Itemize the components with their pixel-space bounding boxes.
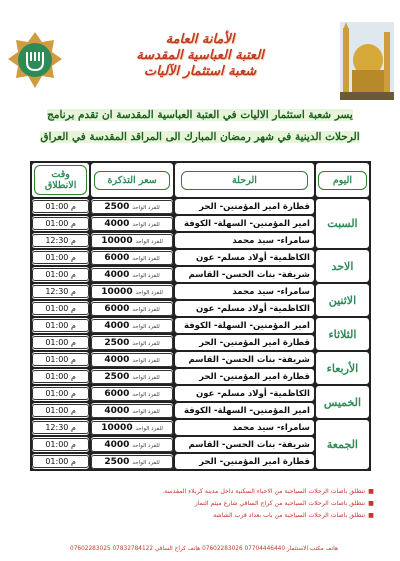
time-cell: 12:30 م bbox=[32, 420, 89, 435]
price-unit: للفرد الواحد bbox=[132, 221, 160, 228]
price-unit: للفرد الواحد bbox=[132, 357, 160, 364]
header-price: سعر التذكرة bbox=[91, 163, 173, 197]
price-unit: للفرد الواحد bbox=[132, 323, 160, 330]
price-value: 4000 bbox=[104, 405, 130, 416]
header-day: اليوم bbox=[316, 163, 369, 197]
time-cell: 01:00 م bbox=[32, 199, 89, 214]
time-cell: 01:00 م bbox=[32, 352, 89, 367]
price-value: 2500 bbox=[104, 201, 130, 212]
intro-line-2: الرحلات الدينية في شهر رمضان المبارك الى المراقد المقدسة في العراق bbox=[40, 131, 360, 143]
header-trip: الرحلة bbox=[175, 163, 314, 197]
price-cell bbox=[91, 403, 173, 418]
trip-cell: قطارة امير المؤمنين- الحر bbox=[175, 454, 314, 469]
price-value: 6000 bbox=[104, 388, 130, 399]
day-cell: الجمعة bbox=[316, 420, 369, 469]
trip-cell: الكاظمية- أولاد مسلم- عون bbox=[175, 250, 314, 265]
trip-cell: الكاظمية- أولاد مسلم- عون bbox=[175, 386, 314, 401]
price-unit: للفرد الواحد bbox=[132, 408, 160, 415]
shrine-icon bbox=[340, 22, 394, 100]
price-unit: للفرد الواحد bbox=[132, 391, 160, 398]
price-unit: للفرد الواحد bbox=[132, 442, 160, 449]
time-cell: 01:00 م bbox=[32, 369, 89, 384]
table-row bbox=[32, 352, 369, 367]
notes bbox=[34, 486, 374, 522]
price-cell bbox=[91, 369, 173, 384]
time-cell: 01:00 م bbox=[32, 454, 89, 469]
trip-cell: قطارة امير المؤمنين- الحر bbox=[175, 369, 314, 384]
price-cell bbox=[91, 386, 173, 401]
price-cell bbox=[91, 216, 173, 231]
price-value: 4000 bbox=[104, 269, 130, 280]
trip-cell: شريفة- بنات الحسن- القاسم bbox=[175, 352, 314, 367]
price-cell bbox=[91, 233, 173, 248]
time-cell: 12:30 م bbox=[32, 284, 89, 299]
price-cell bbox=[91, 352, 173, 367]
price-unit: للفرد الواحد bbox=[135, 425, 163, 432]
time-cell: 01:00 م bbox=[32, 250, 89, 265]
org-titles bbox=[80, 32, 320, 80]
table-row bbox=[32, 386, 369, 401]
day-cell: الخميس bbox=[316, 386, 369, 418]
price-cell bbox=[91, 267, 173, 282]
time-cell: 01:00 م bbox=[32, 403, 89, 418]
table-row bbox=[32, 250, 369, 265]
intro-line-1: يسر شعبة استثمار الاليات في العتبة العباسية المقدسة ان تقدم برنامج bbox=[47, 109, 353, 121]
emblem-icon bbox=[6, 30, 64, 90]
table-row bbox=[32, 199, 369, 214]
note-item: ■تنطلق باصات الرحلات السياحية من كراج الساقي شارع ميثم التمار bbox=[194, 500, 374, 507]
price-cell bbox=[91, 335, 173, 350]
price-unit: للفرد الواحد bbox=[132, 340, 160, 347]
price-cell bbox=[91, 301, 173, 316]
price-cell bbox=[91, 437, 173, 452]
trip-cell: قطارة امير المؤمنين- الحر bbox=[175, 199, 314, 214]
time-cell: 01:00 م bbox=[32, 386, 89, 401]
price-cell bbox=[91, 284, 173, 299]
day-cell: الثلاثاء bbox=[316, 318, 369, 350]
org-subtitle: العتبة العباسية المقدسة bbox=[136, 48, 264, 63]
contact-phones: هاتف مكتب الاستثمار 07704446440 07602283026 هاتف كراج الساقي 07832784122 07602283025 bbox=[70, 546, 338, 552]
price-cell bbox=[91, 318, 173, 333]
price-value: 2500 bbox=[104, 371, 130, 382]
table-row bbox=[32, 420, 369, 435]
price-unit: للفرد الواحد bbox=[132, 272, 160, 279]
price-value: 6000 bbox=[104, 303, 130, 314]
price-value: 10000 bbox=[101, 235, 133, 246]
trip-cell: سامراء- سيد محمد bbox=[175, 420, 314, 435]
price-value: 4000 bbox=[104, 354, 130, 365]
table-row bbox=[32, 318, 369, 333]
price-unit: للفرد الواحد bbox=[135, 289, 163, 296]
price-value: 4000 bbox=[104, 439, 130, 450]
note-item: ■تنطلق باصات الرحلات السياحية من باب بغداد قرب الشاشة bbox=[213, 512, 374, 519]
price-unit: للفرد الواحد bbox=[132, 204, 160, 211]
time-cell: 01:00 م bbox=[32, 216, 89, 231]
price-value: 4000 bbox=[104, 218, 130, 229]
price-unit: للفرد الواحد bbox=[132, 255, 160, 262]
day-cell: الاثنين bbox=[316, 284, 369, 316]
table-row bbox=[32, 284, 369, 299]
header bbox=[0, 0, 400, 98]
price-unit: للفرد الواحد bbox=[132, 306, 160, 313]
org-title: الأمانة العامة bbox=[165, 32, 235, 47]
trip-cell: امير المؤمنين- السهلة- الكوفة bbox=[175, 216, 314, 231]
trip-cell: شريفة- بنات الحسن- القاسم bbox=[175, 267, 314, 282]
header-time: وقت الانطلاق bbox=[32, 163, 89, 197]
price-unit: للفرد الواحد bbox=[135, 238, 163, 245]
trip-cell: شريفة- بنات الحسن- القاسم bbox=[175, 437, 314, 452]
trip-cell: سامراء- سيد محمد bbox=[175, 284, 314, 299]
time-cell: 01:00 م bbox=[32, 318, 89, 333]
note-item: ■تنطلق باصات الرحلات السياحية من الاحياء السكنية داخل مدينة كربلاء المقدسة. bbox=[162, 488, 374, 495]
trip-cell: امير المؤمنين- السهلة- الكوفة bbox=[175, 403, 314, 418]
price-cell bbox=[91, 250, 173, 265]
trip-cell: قطارة امير المؤمنين- الحر bbox=[175, 335, 314, 350]
time-cell: 01:00 م bbox=[32, 301, 89, 316]
day-cell: الاحد bbox=[316, 250, 369, 282]
org-department: شعبة استثمار الآليات bbox=[143, 64, 257, 79]
time-cell: 12:30 م bbox=[32, 233, 89, 248]
day-cell: السبت bbox=[316, 199, 369, 248]
time-cell: 01:00 م bbox=[32, 335, 89, 350]
price-value: 10000 bbox=[101, 422, 133, 433]
price-value: 10000 bbox=[101, 286, 133, 297]
price-cell bbox=[91, 199, 173, 214]
price-value: 2500 bbox=[104, 456, 130, 467]
price-cell bbox=[91, 420, 173, 435]
price-unit: للفرد الواحد bbox=[132, 459, 160, 466]
trip-cell: سامراء- سيد محمد bbox=[175, 233, 314, 248]
trip-cell: امير المؤمنين- السهلة- الكوفة bbox=[175, 318, 314, 333]
intro-text bbox=[18, 104, 382, 148]
time-cell: 01:00 م bbox=[32, 437, 89, 452]
price-value: 2500 bbox=[104, 337, 130, 348]
trip-cell: الكاظمية- أولاد مسلم- عون bbox=[175, 301, 314, 316]
price-value: 4000 bbox=[104, 320, 130, 331]
price-value: 6000 bbox=[104, 252, 130, 263]
day-cell: الأربعاء bbox=[316, 352, 369, 384]
schedule-table bbox=[30, 161, 371, 471]
price-unit: للفرد الواحد bbox=[132, 374, 160, 381]
time-cell: 01:00 م bbox=[32, 267, 89, 282]
price-cell bbox=[91, 454, 173, 469]
